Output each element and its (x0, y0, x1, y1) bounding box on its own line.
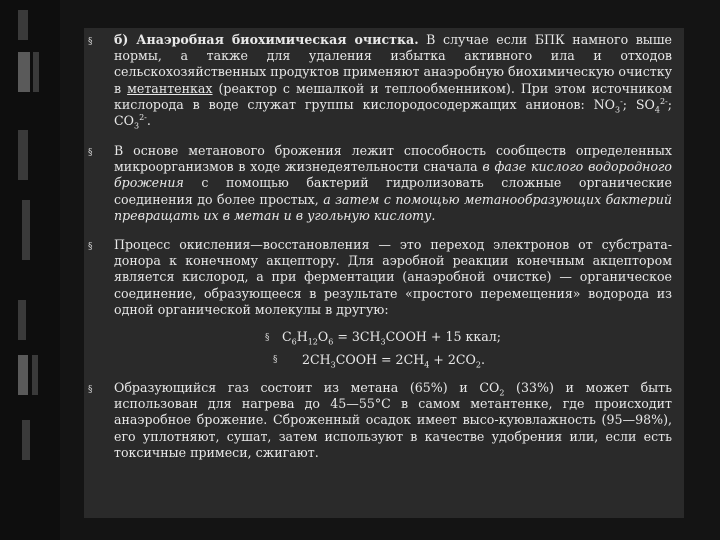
rail-bar (18, 52, 30, 92)
anion-formulas: $NO_3^-$; $SO_4^{2-}$; $CO_3^{2-}$. (114, 96, 672, 131)
equation-glucose: $C_6H_{12}O_6$ = $3CH_3COOH + 15$ ккал; (282, 329, 501, 347)
text-run: Процесс окисления—восстановления — это переход электронов от субстрата-донора к конечному акцептору. Для аэробной реакции конечным акцептором является кислород, а при ферментации (анаэробной очистке) — органическое соединение, образующееся в результате «простого перемещения» водорода из одной органической молекулы в другую: (114, 237, 672, 317)
rail-bar (22, 200, 30, 260)
term-methane-tanks: метантенках (127, 80, 213, 96)
text-run: с помощью бактерий гидролизовать сложные органические соединения до более простых, (114, 175, 672, 207)
paragraph-anaerobic-treatment (114, 32, 672, 129)
bullet-icon: § (88, 148, 93, 158)
subscript: 2 (499, 388, 505, 398)
text-run: Образующийся газ состоит из метана (65%) и CO (114, 380, 500, 395)
italic-phase: в фазе кислого водородного брожения (114, 159, 672, 191)
bullet-icon: § (273, 355, 278, 365)
paragraph-redox-process (114, 237, 672, 318)
equation-acetic-acid: $2CH_3COOH = 2CH_4 + 2CO_2$. (302, 352, 485, 370)
rail-bar (22, 420, 30, 460)
left-decorative-rail (0, 0, 60, 540)
rail-bar (18, 10, 28, 40)
rail-bar (18, 355, 28, 395)
bullet-icon: § (265, 333, 270, 343)
bullet-icon: § (88, 242, 93, 252)
text-run: (реактор с мешалкой и теплообменником). При этом источником кислорода в воде служат группы кислородосодержащих анионов: (114, 80, 673, 112)
italic-conversion: а затем с помощью метанообразующих бактерий превращать их в метан и в угольную кислоту. (114, 191, 673, 223)
text-run: В основе метанового брожения лежит способность сообществ определенных микроорганизмов в ходе жизнедеятельности сначала (114, 143, 672, 175)
rail-bar (18, 130, 28, 180)
section-title: б) Анаэробная биохимическая очистка. (114, 32, 419, 47)
rail-bar (33, 52, 39, 92)
text-run: (33%) и может быть использован для нагрева до 45—55°С в самом метантенке, где происходит анаэробное брожение. Сброженный осадок имеет высо-куювлажность (95—98%), его уплотняют, сушат, затем используют в качестве удобрения или, если есть токсичные примеси, сжигают. (114, 380, 672, 460)
paragraph-biogas-usage (114, 380, 672, 461)
paragraph-methane-fermentation (114, 143, 672, 224)
text-run: В случае если БПК намного выше нормы, а также для удаления избытка активного ила и отходов сельскохозяйственных продуктов применяют анаэробную биохимическую очистку в (114, 32, 672, 96)
rail-bar (32, 355, 38, 395)
bullet-icon: § (88, 385, 93, 395)
rail-bar (18, 300, 26, 340)
bullet-icon: § (88, 37, 93, 47)
